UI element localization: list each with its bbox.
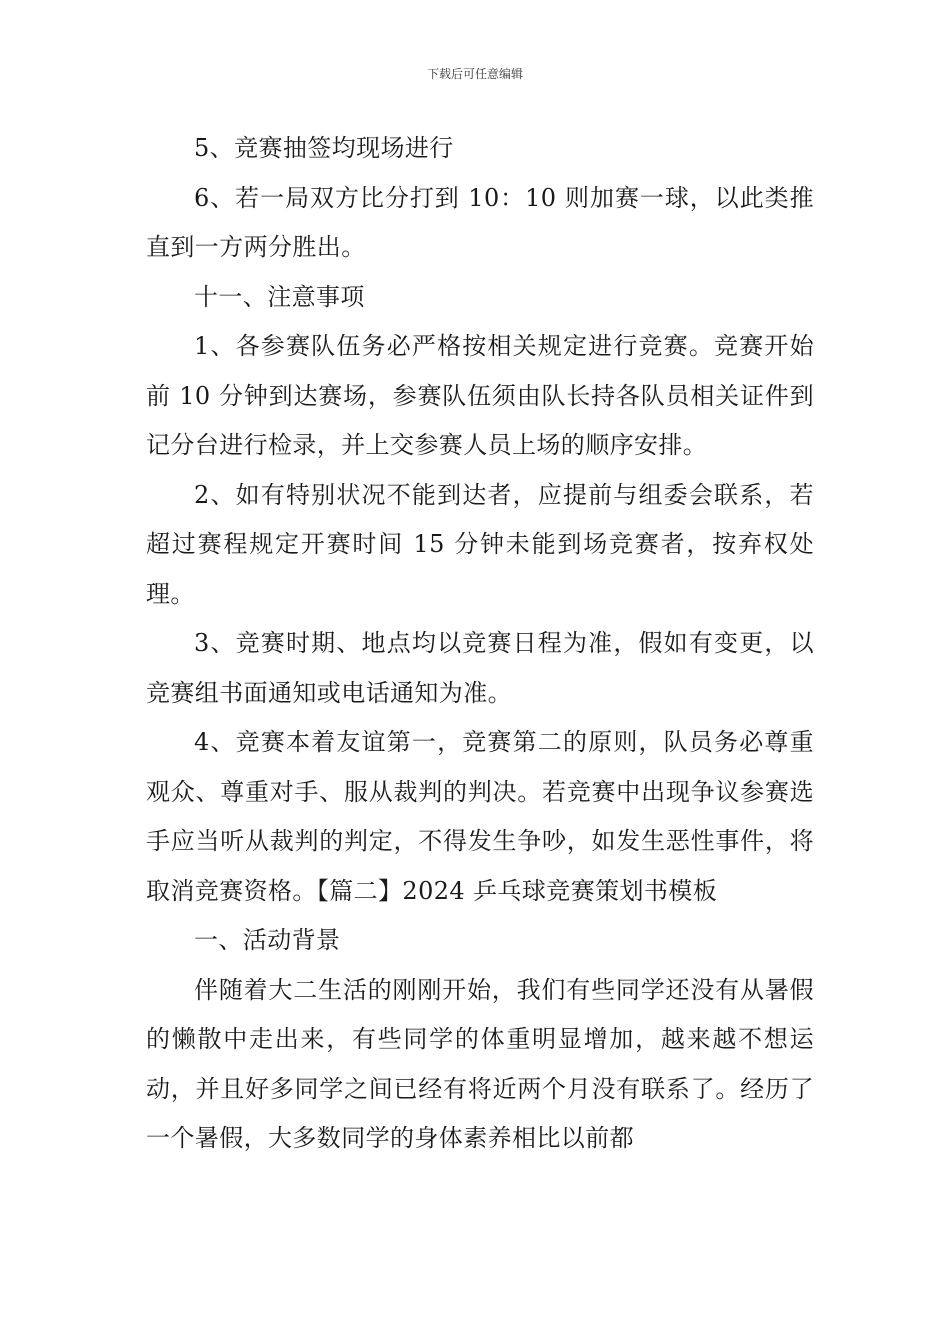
paragraph-note-4: 4、竞赛本着友谊第一，竞赛第二的原则，队员务必尊重观众、尊重对手、服从裁判的判决。若竞赛中出现争议参赛选手应当听从裁判的判定，不得发生争吵，如发生恶性事件，将取消竞赛资格。【篇二】2024 乒乓球竞赛策划书模板 <box>146 728 814 905</box>
paragraph-note-3: 3、竞赛时期、地点均以竞赛日程为准，假如有变更，以竞赛组书面通知或电话通知为准。 <box>146 629 814 707</box>
document-body <box>146 124 814 1164</box>
page-header: 下载后可任意编辑 <box>426 67 523 81</box>
paragraph-background: 伴随着大二生活的刚刚开始，我们有些同学还没有从暑假的懒散中走出来，有些同学的体重明显增加，越来越不想运动，并且好多同学之间已经有将近两个月没有联系了。经历了一个暑假，大多数同学的身体素养相比以前都 <box>146 975 814 1152</box>
section-heading-notes: 十一、注意事项 <box>194 282 365 311</box>
section-heading-background: 一、活动背景 <box>194 926 341 954</box>
paragraph-rule-5: 5、竞赛抽签均现场进行 <box>194 134 454 162</box>
paragraph-note-1: 1、各参赛队伍务必严格按相关规定进行竞赛。竞赛开始前 10 分钟到达赛场，参赛队伍须由队长持各队员相关证件到记分台进行检录，并上交参赛人员上场的顺序安排。 <box>146 332 814 459</box>
paragraph-note-2: 2、如有特别状况不能到达者，应提前与组委会联系，若超过赛程规定开赛时间 15 分钟未能到场竞赛者，按弃权处理。 <box>146 480 814 608</box>
paragraph-rule-6: 6、若一局双方比分打到 10：10 则加赛一球，以此类推直到一方两分胜出。 <box>146 183 814 261</box>
